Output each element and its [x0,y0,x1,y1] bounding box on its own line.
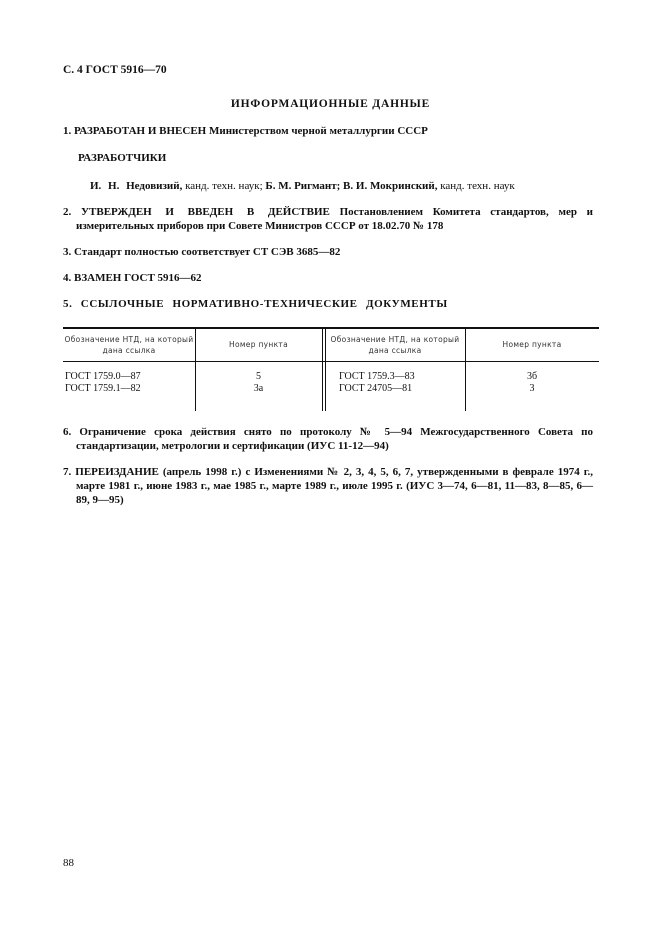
item-2 [63,205,593,233]
developer-1-name: И. Н. Недовизий, [90,180,183,192]
table-cell-doc: ГОСТ 1759.3—83 [339,371,415,382]
developers-list [90,179,515,193]
developer-1-degree: канд. техн. наук; [185,180,263,192]
page-number: 88 [63,857,74,869]
table-header-rule [63,361,599,362]
page-title: ИНФОРМАЦИОННЫЕ ДАННЫЕ [230,98,431,110]
references-table [63,327,599,411]
table-top-rule [63,327,599,329]
item-1-text: Министерством черной металлургии СССР [208,125,428,137]
item-7: 7. ПЕРЕИЗДАНИЕ (апрель 1998 г.) с Изменениями № 2, 3, 4, 5, 6, 7, утвержденными в феврале 1974 г., марте 1981 г., июне 1983 г., мае 1985 г., марте 1989 г., июле 1995 г. (ИУС 3—74, 6—81, 11—83, 8—85, 6—89, 9—95) [63,466,593,506]
item-2-text: Постановлением Комитета стандартов, мер и измерительных приборов при Совете Министров СССР от 18.02.70 № 178 [76,206,593,232]
table-header-clause-left: Номер пункта [229,340,288,349]
item-2-number: 2. [63,206,72,218]
table-cell-doc: ГОСТ 24705—81 [339,383,413,394]
table-cell-clause: 3б [526,371,538,382]
table-cell-clause: 5 [256,371,261,382]
developers-heading: РАЗРАБОТЧИКИ [78,152,167,164]
item-4: 4. ВЗАМЕН ГОСТ 5916—62 [63,272,202,284]
table-cell-doc: ГОСТ 1759.0—87 [65,371,141,382]
item-2-lead: УТВЕРЖДЕН И ВВЕДЕН В ДЕЙСТВИЕ [80,206,330,218]
item-1-number: 1. [63,125,72,137]
developer-2-names: Б. М. Ригмант; В. И. Мокринский, [265,180,438,192]
table-divider-2a [322,327,323,411]
item-6: 6. Ограничение срока действия снято по протоколу № 5—94 Межгосударственного Совета по стандартизации, метрологии и сертификации (ИУС 11-12—94) [63,426,593,452]
item-3: 3. Стандарт полностью соответствует СТ СЭВ 3685—82 [63,246,341,258]
page-header: С. 4 ГОСТ 5916—70 [63,64,167,76]
table-header-doc-left: Обозначение НТД, на который дана ссылка [64,335,194,355]
table-cell-clause: 3а [253,383,264,394]
table-cell-doc: ГОСТ 1759.1—82 [65,383,141,394]
developer-2-degree: канд. техн. наук [440,180,515,192]
item-1-lead: РАЗРАБОТАН И ВНЕСЕН [74,125,207,137]
item-1 [63,124,428,138]
table-cell-clause: 3 [529,383,535,394]
table-header-clause-right: Номер пункта [502,340,562,349]
item-5: 5. ССЫЛОЧНЫЕ НОРМАТИВНО-ТЕХНИЧЕСКИЕ ДОКУМЕНТЫ [63,298,448,310]
table-header-doc-right: Обозначение НТД, на который дана ссылка [330,335,460,355]
